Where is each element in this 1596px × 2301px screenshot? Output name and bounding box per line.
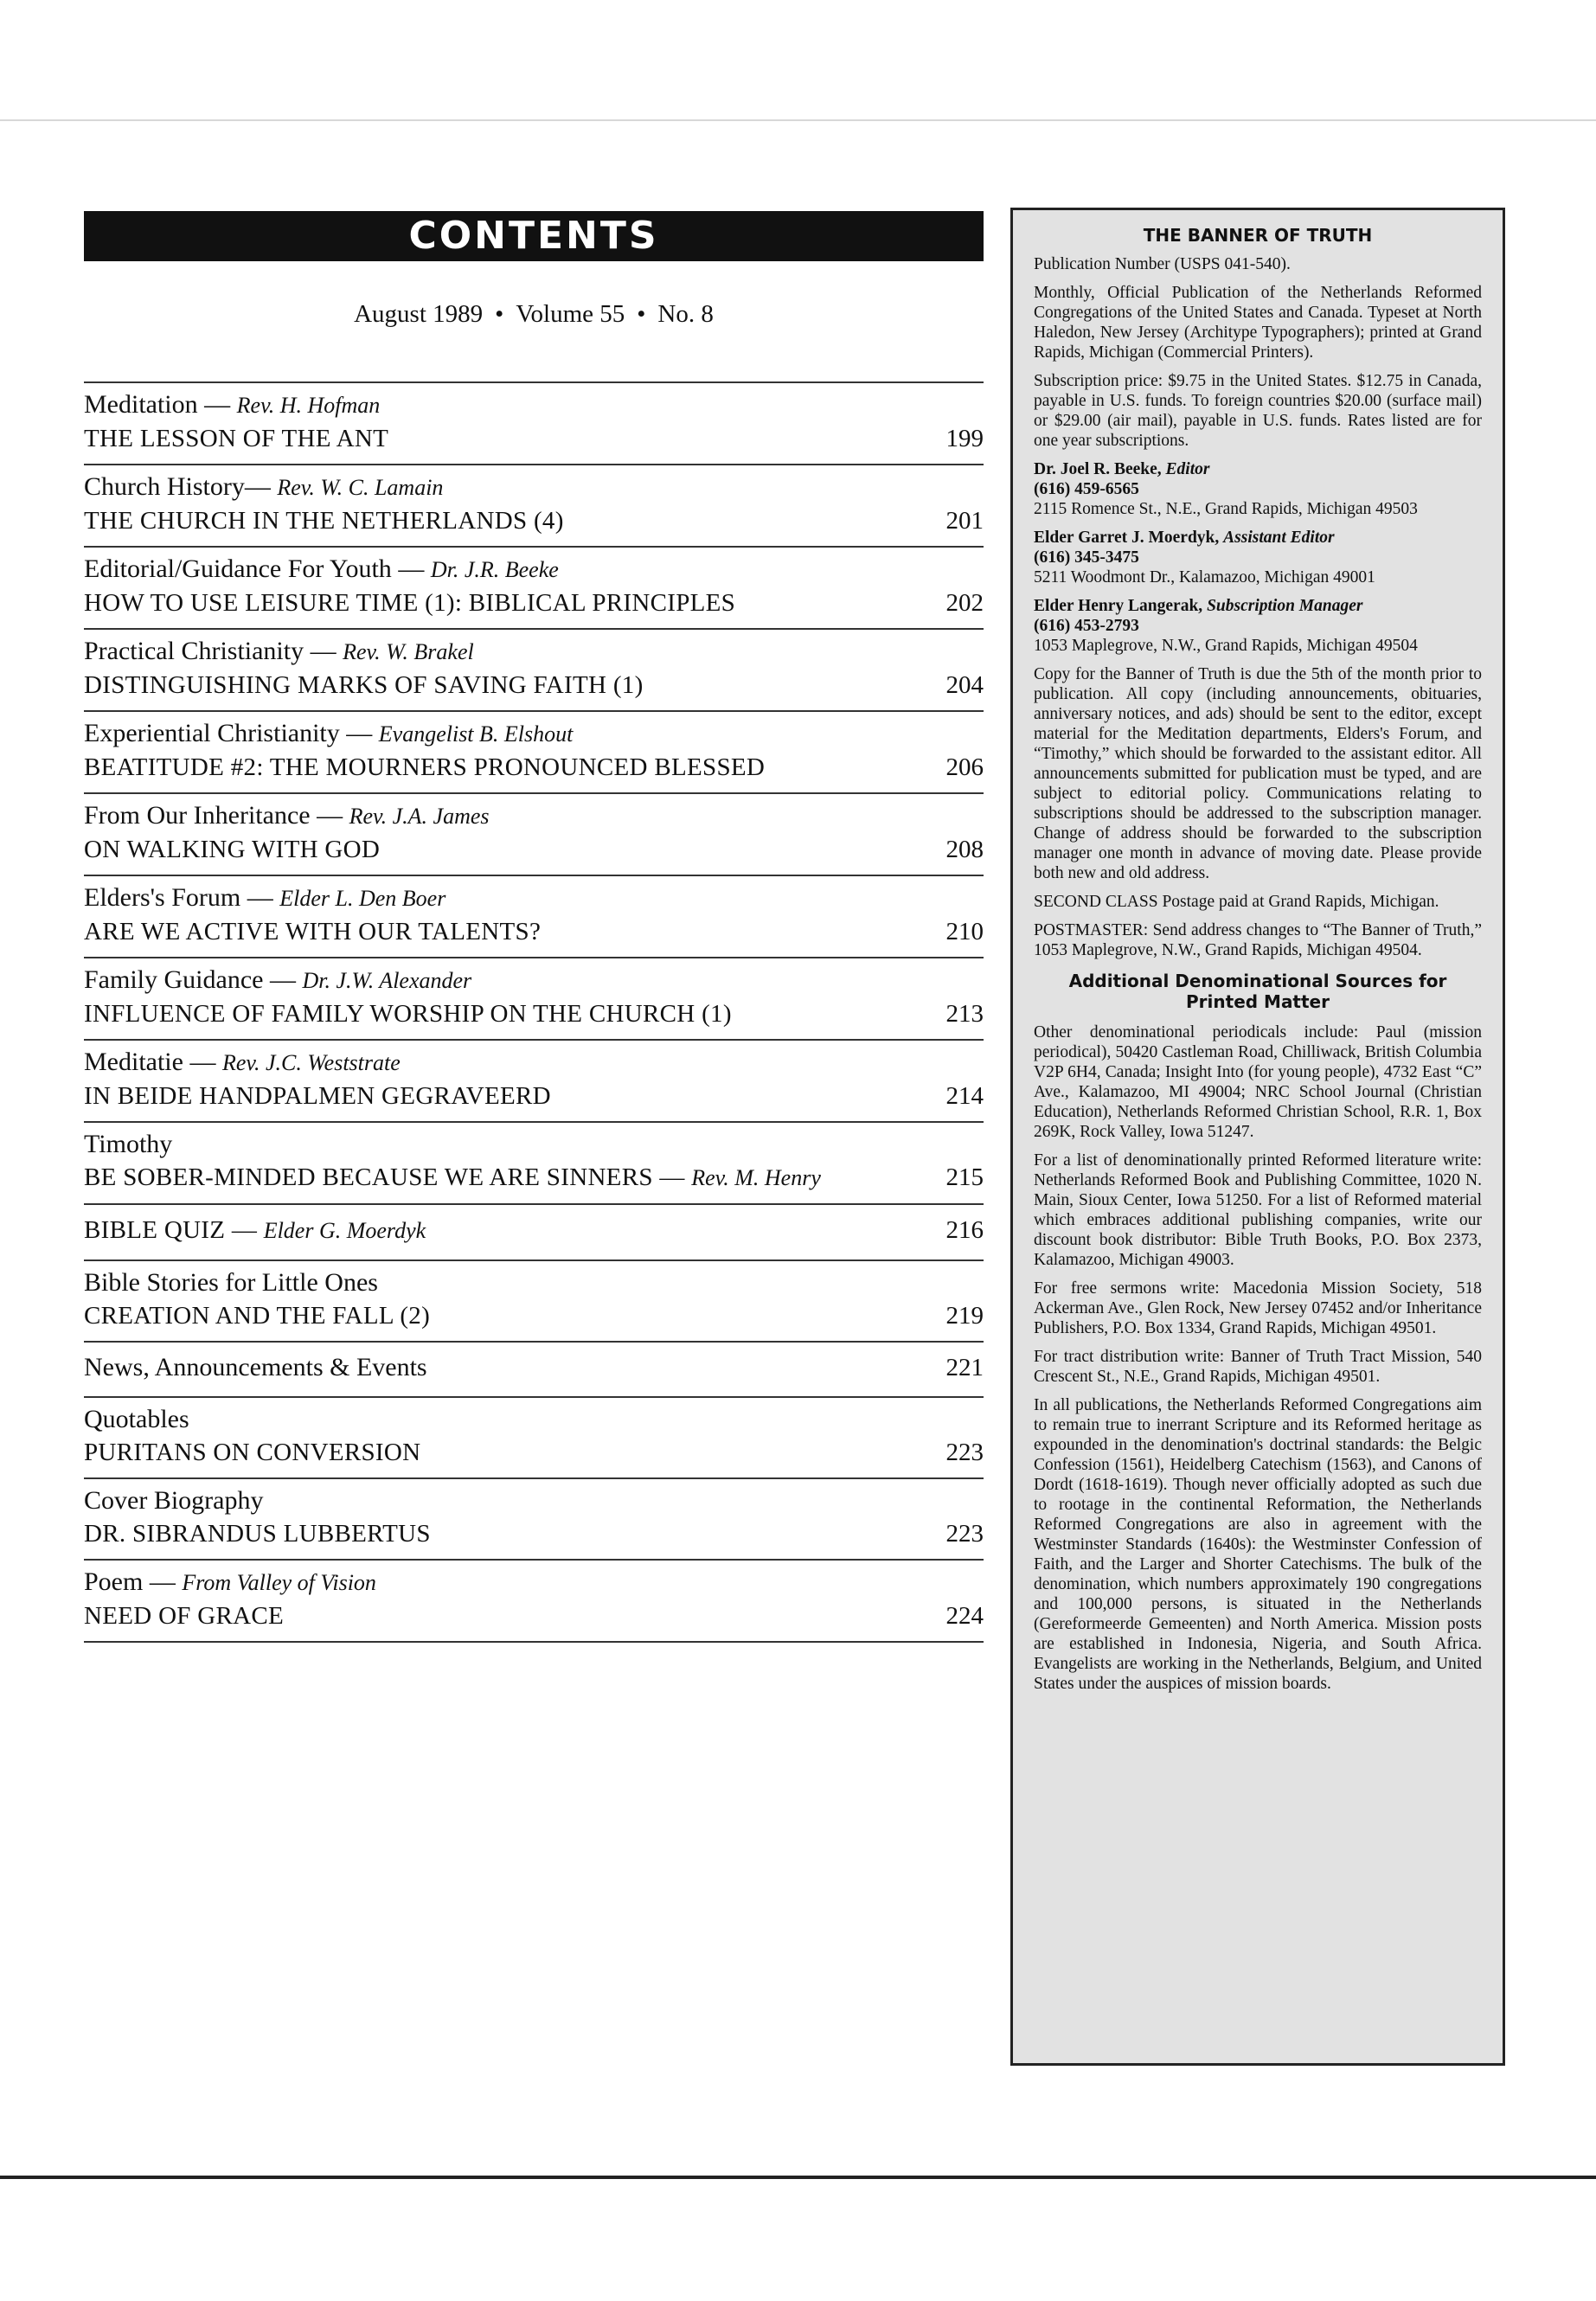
copy-policy: Copy for the Banner of Truth is due the 5th of the month prior to publication. All copy (including announcements, obituaries, anniversary notices, and ads) should be sent to the editor, except material for the Meditation departments, Elders's Forum, and “Timothy,” which should be forwarded to the assistant editor. All announcements submitted for publication must be typed, and are subject to editorial policy. Communications relating to subscriptions should be addressed to the subscription manager. Change of address should be forwarded to the subscription manager one month in advance of moving date. Please provide both new and old address. <box>1034 665 1482 882</box>
entry-author: Rev. W. C. Lamain <box>277 475 444 500</box>
entry-author: Rev. J.A. James <box>349 804 490 829</box>
entry-department: Family Guidance — Dr. J.W. Alexander <box>84 965 472 994</box>
entry-page: 206 <box>945 753 984 781</box>
entry-department: Bible Stories for Little Ones <box>84 1268 378 1297</box>
contents-column <box>84 211 984 1643</box>
entry-title: THE LESSON OF THE ANT <box>84 425 389 452</box>
entry-title: DR. SIBRANDUS LUBBERTUS <box>84 1520 431 1548</box>
issue-volume: Volume 55 <box>516 300 625 328</box>
issue-number: No. 8 <box>657 300 714 328</box>
entry-title: NEED OF GRACE <box>84 1602 285 1630</box>
entry-department: Meditation — Rev. H. Hofman <box>84 390 381 419</box>
entry-department: Church History— Rev. W. C. Lamain <box>84 472 444 501</box>
entry-author: Dr. J.W. Alexander <box>302 968 472 993</box>
entry-page: 219 <box>945 1302 984 1330</box>
entry-author: Elder G. Moerdyk <box>263 1218 426 1243</box>
contents-entry[interactable] <box>84 383 984 465</box>
subscription-price: Subscription price: $9.75 in the United States. $12.75 in Canada, payable in U.S. funds. To foreign countries $20.00 (surface mail) or $29.00 (air mail), payable in U.S. funds. Rates listed are for one year subscriptions. <box>1034 372 1482 450</box>
entry-title: ARE WE ACTIVE WITH OUR TALENTS? <box>84 918 542 945</box>
contents-entry[interactable] <box>84 1205 984 1261</box>
entry-author: Rev. M. Henry <box>691 1165 821 1190</box>
entry-page: 221 <box>945 1354 984 1381</box>
entry-department: Practical Christianity — Rev. W. Brakel <box>84 637 474 665</box>
entry-page: 215 <box>945 1163 984 1191</box>
entry-page: 210 <box>945 918 984 945</box>
masthead-info-box <box>1010 208 1505 2066</box>
entry-page: 223 <box>945 1439 984 1466</box>
entry-title: BIBLE QUIZ — Elder G. Moerdyk <box>84 1216 426 1244</box>
entry-title: ON WALKING WITH GOD <box>84 836 381 863</box>
entry-author: From Valley of Vision <box>182 1570 376 1595</box>
entry-author: Rev. H. Hofman <box>236 393 381 418</box>
entry-department: Quotables <box>84 1405 189 1433</box>
entry-page: 208 <box>945 836 984 863</box>
entry-page: 213 <box>945 1000 984 1028</box>
contents-entry[interactable] <box>84 1398 984 1479</box>
bullet-separator: • <box>495 300 504 328</box>
entry-author: Evangelist B. Elshout <box>378 721 574 747</box>
periodicals-text: Other denominational periodicals include: Paul (mission periodical), 50420 Castleman Road, Chilliwack, British Columbia V2P 6H4, Canada; Insight Into (for young people), 4732 East “C” Ave., Kalamazoo, MI 49004; NRC School Journal (Christian Education), Netherlands Reformed Christian School, R.R. 1, Box 269K, Rock Valley, Iowa 51247. <box>1034 1023 1482 1141</box>
entry-title: CREATION AND THE FALL (2) <box>84 1302 431 1330</box>
contents-entry[interactable] <box>84 876 984 958</box>
entry-page: 202 <box>945 589 984 617</box>
contents-entry[interactable] <box>84 548 984 630</box>
sources-title: Additional Denominational Sources for Printed Matter <box>1068 971 1447 1012</box>
contents-entry[interactable] <box>84 1041 984 1123</box>
entry-page: 204 <box>945 671 984 699</box>
entry-department: Meditatie — Rev. J.C. Weststrate <box>84 1048 401 1076</box>
entry-author: Rev. W. Brakel <box>343 639 474 664</box>
assistant-editor-contact: Elder Garret J. Moerdyk, Assistant Editor (616) 345-3475 5211 Woodmont Dr., Kalamazoo, Michigan 49001 <box>1034 529 1375 586</box>
entry-title: THE CHURCH IN THE NETHERLANDS (4) <box>84 507 564 535</box>
entry-page: 223 <box>945 1520 984 1548</box>
contents-entry[interactable] <box>84 1561 984 1643</box>
entry-department: From Our Inheritance — Rev. J.A. James <box>84 801 490 830</box>
page-top-rule <box>0 119 1596 121</box>
entry-department: Cover Biography <box>84 1486 264 1515</box>
entry-author: Elder L. Den Boer <box>279 886 446 911</box>
entry-title: HOW TO USE LEISURE TIME (1): BIBLICAL PRINCIPLES <box>84 589 736 617</box>
sermons-text: For free sermons write: Macedonia Mission Society, 518 Ackerman Ave., Glen Rock, New Jersey 07452 and/or Inheritance Publishers, P.O. Box 1334, Grand Rapids, Michigan 49501. <box>1034 1279 1482 1337</box>
contents-entry[interactable] <box>84 630 984 712</box>
entry-page: 216 <box>945 1216 984 1244</box>
entry-page: 224 <box>945 1602 984 1630</box>
page-bottom-rule <box>0 2176 1596 2179</box>
postmaster-notice: POSTMASTER: Send address changes to “The Banner of Truth,” 1053 Maplegrove, N.W., Grand Rapids, Michigan 49504. <box>1034 921 1482 959</box>
entry-department: Timothy <box>84 1130 173 1158</box>
contents-entry[interactable] <box>84 465 984 548</box>
entry-title: News, Announcements & Events <box>84 1353 427 1381</box>
contents-banner: CONTENTS <box>84 211 984 261</box>
contents-entry[interactable] <box>84 958 984 1041</box>
publication-number: Publication Number (USPS 041-540). <box>1034 255 1291 273</box>
literature-text: For a list of denominationally printed Reformed literature write: Netherlands Reformed Book and Publishing Committee, 1020 N. Main, Sioux Center, Iowa 51250. For a list of Reformed material which embraces additional publishing companies, write our discount book distributor: Bible Truth Books, P.O. Box 2373, Kalamazoo, Michigan 49003. <box>1034 1151 1482 1269</box>
entry-department: Experiential Christianity — Evangelist B. Elshout <box>84 719 574 747</box>
contents-entry[interactable] <box>84 1261 984 1343</box>
postage-notice: SECOND CLASS Postage paid at Grand Rapids, Michigan. <box>1034 893 1439 911</box>
contents-entry[interactable] <box>84 1123 984 1205</box>
contents-entry[interactable] <box>84 712 984 794</box>
entry-department: Poem — From Valley of Vision <box>84 1567 376 1596</box>
entry-page: 214 <box>945 1082 984 1110</box>
entry-page: 199 <box>945 425 984 452</box>
entry-title: INFLUENCE OF FAMILY WORSHIP ON THE CHURCH (1) <box>84 1000 732 1028</box>
entry-author: Dr. J.R. Beeke <box>430 557 559 582</box>
publication-description: Monthly, Official Publication of the Netherlands Reformed Congregations of the United States and Canada. Typeset at North Haledon, New Jersey (Architype Typographers); printed at Grand Rapids, Michigan (Commercial Printers). <box>1034 284 1482 362</box>
contents-entry[interactable] <box>84 1479 984 1561</box>
entry-department: Editorial/Guidance For Youth — Dr. J.R. Beeke <box>84 554 559 583</box>
entry-page: 201 <box>945 507 984 535</box>
masthead-title: THE BANNER OF TRUTH <box>1143 225 1373 246</box>
editor-contact: Dr. Joel R. Beeke, Editor (616) 459-6565 2115 Romence St., N.E., Grand Rapids, Michigan 49503 <box>1034 460 1418 518</box>
entry-title: DISTINGUISHING MARKS OF SAVING FAITH (1) <box>84 671 644 699</box>
tracts-text: For tract distribution write: Banner of Truth Tract Mission, 540 Crescent St., N.E., Grand Rapids, Michigan 49501. <box>1034 1348 1482 1386</box>
issue-line <box>84 300 984 335</box>
contents-entry[interactable] <box>84 1343 984 1398</box>
contents-entry[interactable] <box>84 794 984 876</box>
subscription-manager-contact: Elder Henry Langerak, Subscription Manager (616) 453-2793 1053 Maplegrove, N.W., Grand Rapids, Michigan 49504 <box>1034 597 1418 655</box>
entry-title: BE SOBER-MINDED BECAUSE WE ARE SINNERS — Rev. M. Henry <box>84 1163 821 1191</box>
entry-author: Rev. J.C. Weststrate <box>221 1050 401 1075</box>
entry-title: BEATITUDE #2: THE MOURNERS PRONOUNCED BLESSED <box>84 753 766 781</box>
entry-title: PURITANS ON CONVERSION <box>84 1439 421 1466</box>
issue-date: August 1989 <box>354 300 484 328</box>
bullet-separator: • <box>637 300 646 328</box>
entry-title: IN BEIDE HANDPALMEN GEGRAVEERD <box>84 1082 551 1110</box>
doctrine-text: In all publications, the Netherlands Reformed Congregations aim to remain true to inerrant Scripture and its Reformed heritage as expounded in the denomination's doctrinal standards: the Belgic Confession (1561), Heidelberg Catechism (1563), and Canons of Dordt (1618-1619). Though never officially adopted as such due to rootage in the continental Reformation, the Netherlands Reformed Congregations are also in agreement with the Westminster Standards (1640s): the Westminster Confession of Faith, and the Larger and Shorter Catechisms. The bulk of the denomination, which numbers approximately 190 congregations and 100,000 persons, is situated in the Netherlands (Gereformeerde Gemeenten) and North America. Mission posts are established in Indonesia, Nigeria, and South Africa. Evangelists are working in the Netherlands, Belgium, and United States under the auspices of mission boards. <box>1034 1396 1482 1693</box>
entry-department: Elders's Forum — Elder L. Den Boer <box>84 883 446 912</box>
